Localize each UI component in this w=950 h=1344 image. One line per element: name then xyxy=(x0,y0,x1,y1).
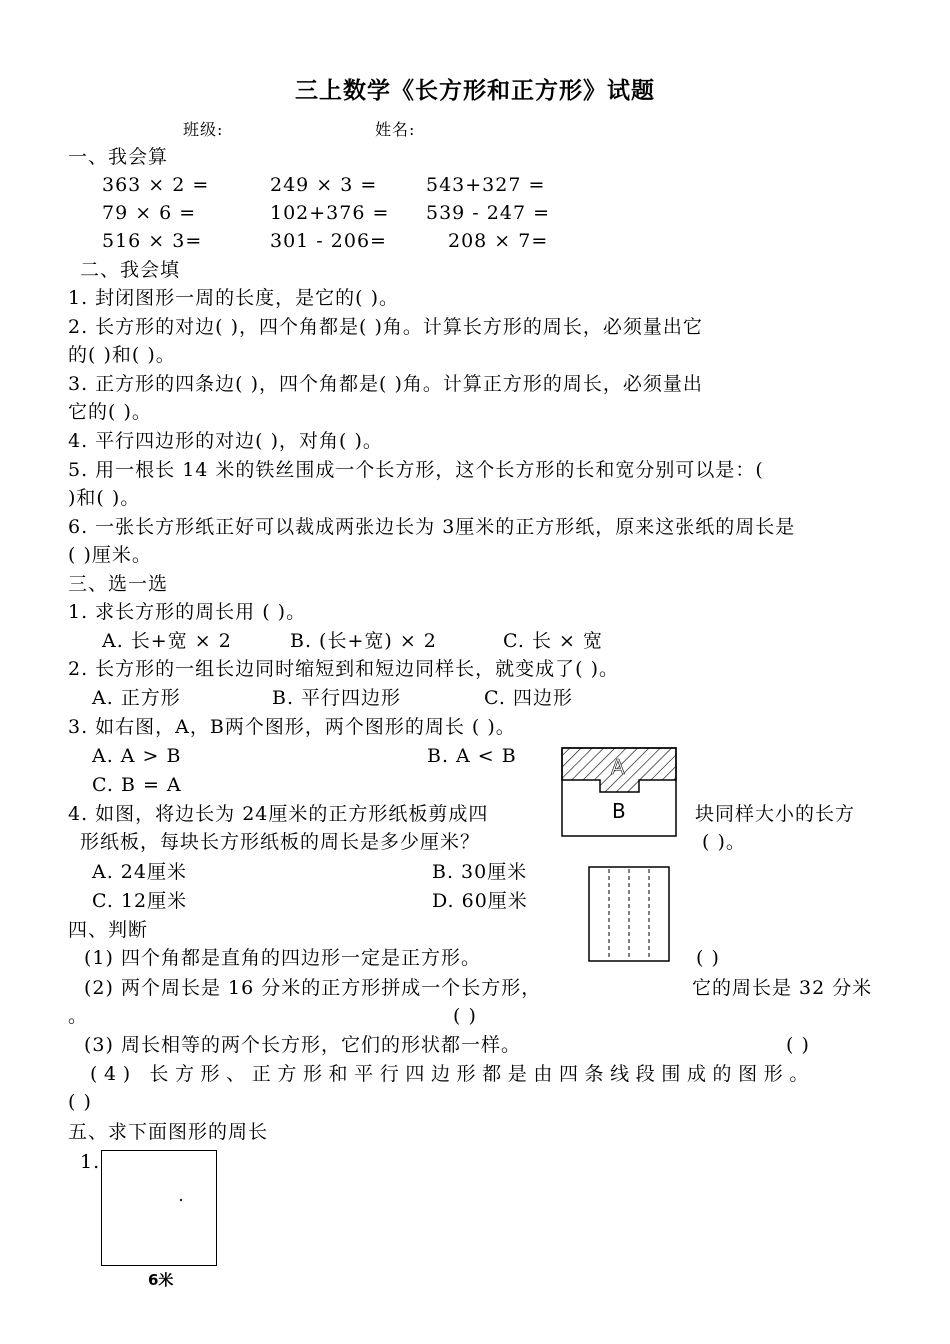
figure-a-b xyxy=(560,746,678,838)
choice-question-2: 2. 长方形的一组长边同时缩短到和短边同样长，就变成了( )。 xyxy=(68,658,620,680)
judge-answer-paren: ( ) xyxy=(786,1034,810,1056)
judge-question-2: (2) 两个周长是 16 分米的正方形拼成一个长方形， xyxy=(84,977,542,999)
choice-option: C. 四边形 xyxy=(484,687,573,709)
choice-question-4-right: 块同样大小的长方 xyxy=(695,803,856,825)
square-strips-figure xyxy=(588,866,670,962)
judge-question-2-right: 它的周长是 32 分米 xyxy=(692,977,873,999)
choice-question-1: 1. 求长方形的周长用 ( )。 xyxy=(68,601,307,623)
fill-question-5: 5. 用一根长 14 米的铁丝围成一个长方形，这个长方形的长和宽分别可以是：( xyxy=(68,459,764,481)
choice-option: B. 30厘米 xyxy=(432,861,528,883)
fill-question-5-cont: )和( )。 xyxy=(68,487,141,509)
choice-option: A. A > B xyxy=(92,745,182,767)
square-side-label: 6米 xyxy=(148,1271,174,1289)
figure-a-label: A xyxy=(611,755,625,779)
choice-option: C. B = A xyxy=(92,774,182,796)
judge-question-2-end: 。 xyxy=(68,1005,89,1027)
fill-question-3-cont: 它的( )。 xyxy=(68,401,152,423)
calc-item: 208 × 7= xyxy=(448,230,549,252)
choice-option: C. 12厘米 xyxy=(92,890,188,912)
class-label: 班级: xyxy=(183,120,224,139)
square-figure xyxy=(101,1150,217,1266)
choice-option: B. A < B xyxy=(427,745,517,767)
fill-question-4: 4. 平行四边形的对边( )，对角( )。 xyxy=(68,430,383,452)
judge-question-3: (3) 周长相等的两个长方形，它们的形状都一样。 xyxy=(84,1034,521,1056)
section-2-heading: 二、我会填 xyxy=(80,259,181,281)
fill-question-6: 6. 一张长方形纸正好可以裁成两张边长为 3厘米的正方形纸，原来这张纸的周长是 xyxy=(68,516,796,538)
judge-answer-paren: ( ) xyxy=(68,1091,92,1113)
calc-item: 543+327 = xyxy=(426,174,546,196)
choice-option: D. 60厘米 xyxy=(432,890,528,912)
judge-answer-paren: ( ) xyxy=(453,1005,477,1027)
judge-answer-paren: ( ) xyxy=(696,947,720,969)
calc-item: 539 - 247 = xyxy=(426,202,550,224)
choice-option: B. 平行四边形 xyxy=(272,687,402,709)
perimeter-question-1-number: 1. xyxy=(80,1151,101,1173)
choice-option: B. (长+宽) × 2 xyxy=(290,630,437,652)
calc-item: 79 × 6 = xyxy=(102,202,197,224)
choice-option: A. 正方形 xyxy=(92,687,181,709)
fill-question-3: 3. 正方形的四条边( )，四个角都是( )角。计算正方形的周长，必须量出 xyxy=(68,373,703,395)
choice-option: A. 24厘米 xyxy=(92,861,187,883)
choice-question-3: 3. 如右图，A，B两个图形，两个图形的周长 ( )。 xyxy=(68,716,516,738)
section-1-heading: 一、我会算 xyxy=(68,146,169,168)
section-3-heading: 三、选一选 xyxy=(68,573,169,595)
fill-question-6-cont: ( )厘米。 xyxy=(68,544,152,566)
calc-item: 249 × 3 = xyxy=(270,174,378,196)
choice-option: A. 长+宽 × 2 xyxy=(102,630,232,652)
judge-question-1: (1) 四个角都是直角的四边形一定是正方形。 xyxy=(84,947,481,969)
fill-question-1: 1. 封闭图形一周的长度，是它的( )。 xyxy=(68,287,400,309)
page-title: 三上数学《长方形和正方形》试题 xyxy=(295,77,655,104)
figure-b-label: B xyxy=(612,799,626,823)
choice-question-4-cont: 形纸板，每块长方形纸板的周长是多少厘米？ xyxy=(80,831,481,853)
calc-item: 516 × 3= xyxy=(102,230,203,252)
section-5-heading: 五、求下面图形的周长 xyxy=(68,1121,269,1143)
calc-item: 363 × 2 = xyxy=(102,174,210,196)
calc-item: 301 - 206= xyxy=(270,230,387,252)
choice-question-4: 4. 如图，将边长为 24厘米的正方形纸板剪成四 xyxy=(68,803,489,825)
fill-question-2-cont: 的( )和( )。 xyxy=(68,344,176,366)
choice-option: C. 长 × 宽 xyxy=(503,630,603,652)
judge-question-4: (4) 长方形、正方形和平行四边形都是由四条线段围成的图形。 xyxy=(90,1063,815,1085)
calc-item: 102+376 = xyxy=(270,202,390,224)
fill-question-2: 2. 长方形的对边( )，四个角都是( )角。计算长方形的周长，必须量出它 xyxy=(68,316,703,338)
section-4-heading: 四、判断 xyxy=(68,919,149,941)
choice-question-4-paren: ( )。 xyxy=(702,831,746,853)
name-label: 姓名: xyxy=(375,120,416,139)
